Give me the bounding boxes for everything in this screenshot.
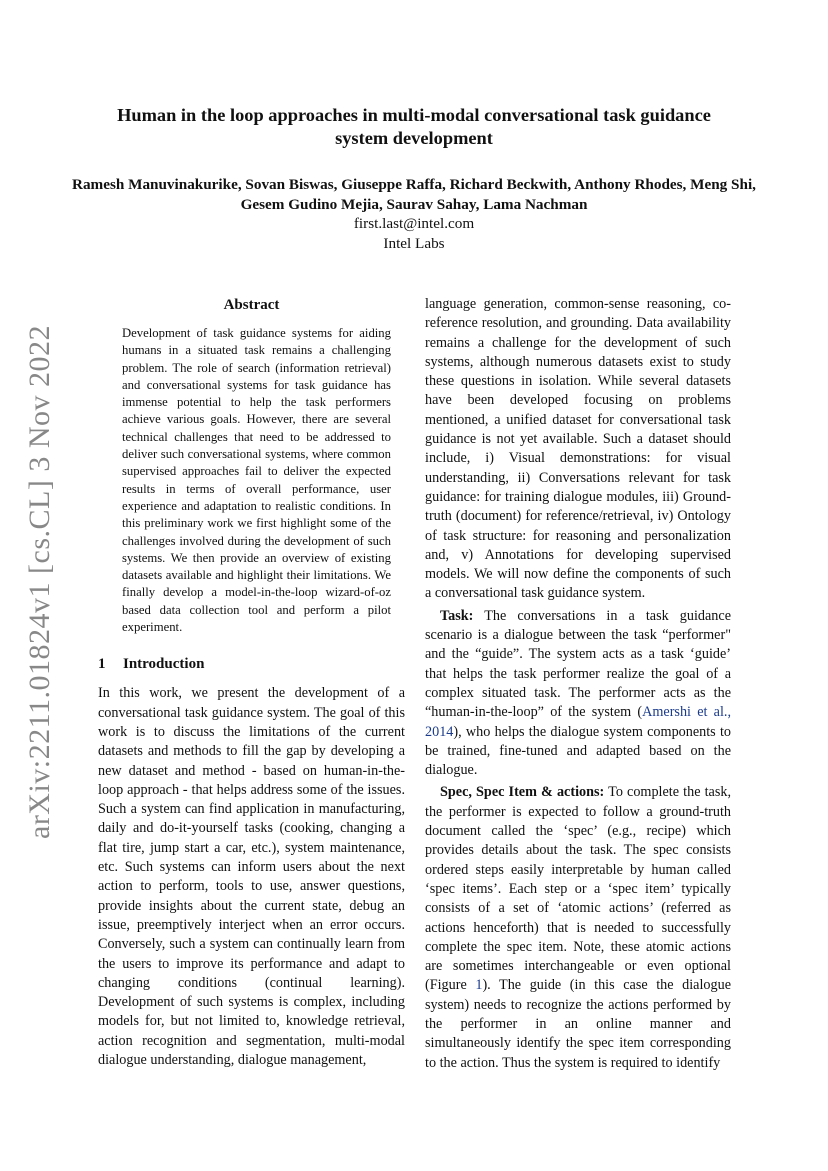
paper-title: Human in the loop approaches in multi-modal conversational task guidance system development	[117, 105, 711, 148]
section-number: 1	[98, 656, 106, 673]
spec-text-2: ). The guide (in this case the dialogue system) needs to recognize the actions performed by the performer in an online manner and simultaneously identify the spec item corresponding to the action. Thus the system is required to identify	[425, 977, 731, 1071]
spec-paragraph	[425, 783, 731, 1072]
introduction-paragraph-continued: language generation, common-sense reasoning, co-reference resolution, and grounding. Data availability remains a challenge for the development of such systems, although numerous datasets exist to study these questions in isolation. While several datasets have been developed focusing on problems mentioned, a unified dataset for conversational task guidance is not yet available. Such a dataset should include, i) Visual demonstrations: for visual understanding, ii) Conversations relevant for task guidance: for training dialogue modules, iii) Ground-truth (document) for reference/retrieval, iv) Ontology of task structure: for reasoning and personalization and, v) Annotations for developing supervised models. We will now define the components of such a conversational task guidance system.	[425, 296, 731, 602]
task-label: Task:	[440, 607, 474, 624]
spec-label: Spec, Spec Item & actions:	[440, 784, 605, 801]
arxiv-identifier: arXiv:2211.01824v1 [cs.CL] 3 Nov 2022	[23, 325, 56, 839]
arxiv-sidebar	[8, 322, 72, 842]
task-text-2: ), who helps the dialogue system components to be trained, fine-tuned and adapted based on the dialogue.	[425, 723, 731, 779]
section-heading-introduction	[98, 654, 405, 674]
citation-link[interactable]: Amershi et al., 2014	[425, 704, 731, 740]
section-title: Introduction	[123, 656, 205, 673]
abstract-heading: Abstract	[223, 297, 280, 313]
left-column	[98, 295, 405, 1070]
author-list: Ramesh Manuvinakurike, Sovan Biswas, Giuseppe Raffa, Richard Beckwith, Anthony Rhodes, Meng Shi, Gesem Gudino Mejia, Saurav Sahay, Lama Nachman	[72, 176, 756, 213]
author-contact	[60, 214, 768, 254]
introduction-paragraph: In this work, we present the development of a conversational task guidance system. The goal of this work is to discuss the limitations of the current datasets and methods to fill the gap by developing a new dataset and method - based on human-in-the-loop approach - that helps address some of the issues. Such a system can find application in manufacturing, daily and do-it-yourself tasks (cooking, changing a flat tire, jump start a car, etc.), system maintenance, etc. Such systems can inform users about the next action to perform, tools to use, answer questions, provide insights about the current state, debug an issue, preemptively interject when an error occurs. Conversely, such a system can continually learn from the users to improve its performance and adapt to changing conditions (continual learning). Development of such systems is complex, including models for, but not limited to, knowledge retrieval, action recognition and segmentation, multi-modal dialogue understanding, dialogue management,	[98, 685, 405, 1068]
task-paragraph	[425, 607, 731, 781]
right-column	[425, 295, 731, 1073]
task-text-1: The conversations in a task guidance scenario is a dialogue between the task “performer" and the “guide”. The system acts as a task ‘guide’ that helps the task performer realize the goal of a complex situated task. The performer acts as the “human-in-the-loop” of the system (	[425, 607, 731, 721]
figure-ref-link[interactable]: 1	[475, 977, 483, 994]
abstract-text: Development of task guidance systems for aiding humans in a situated task remains a challenging problem. The role of search (information retrieval) and conversational systems for task guidance has immense potential to help the task performers achieve various goals. However, there are several technical challenges that need to be addressed to deliver such conversational systems, where common supervised approaches fail to deliver the expected results in terms of overall performance, user experience and adaptation to realistic conditions. In this preliminary work we first highlight some of the challenges involved during the development of such systems. We then provide an overview of existing datasets available and highlight their limitations. We finally develop a model-in-the-loop wizard-of-oz based data collection tool and perform a pilot experiment.	[122, 326, 391, 635]
spec-text-1: To complete the task, the performer is expected to follow a ground-truth document called the ‘spec’ (e.g., recipe) which provides details about the task. The spec consists ordered steps easily interpretable by human called ‘spec items’. Each step or a ‘spec item’ typically consists of a set of ‘atomic actions’ (referred as actions henceforth) that is needed to successfully complete the spec item. Note, these atomic actions are sometimes interchangeable or even optional (Figure	[425, 784, 732, 994]
author-affiliation: Intel Labs	[383, 235, 445, 252]
author-email[interactable]: first.last@intel.com	[353, 215, 475, 232]
